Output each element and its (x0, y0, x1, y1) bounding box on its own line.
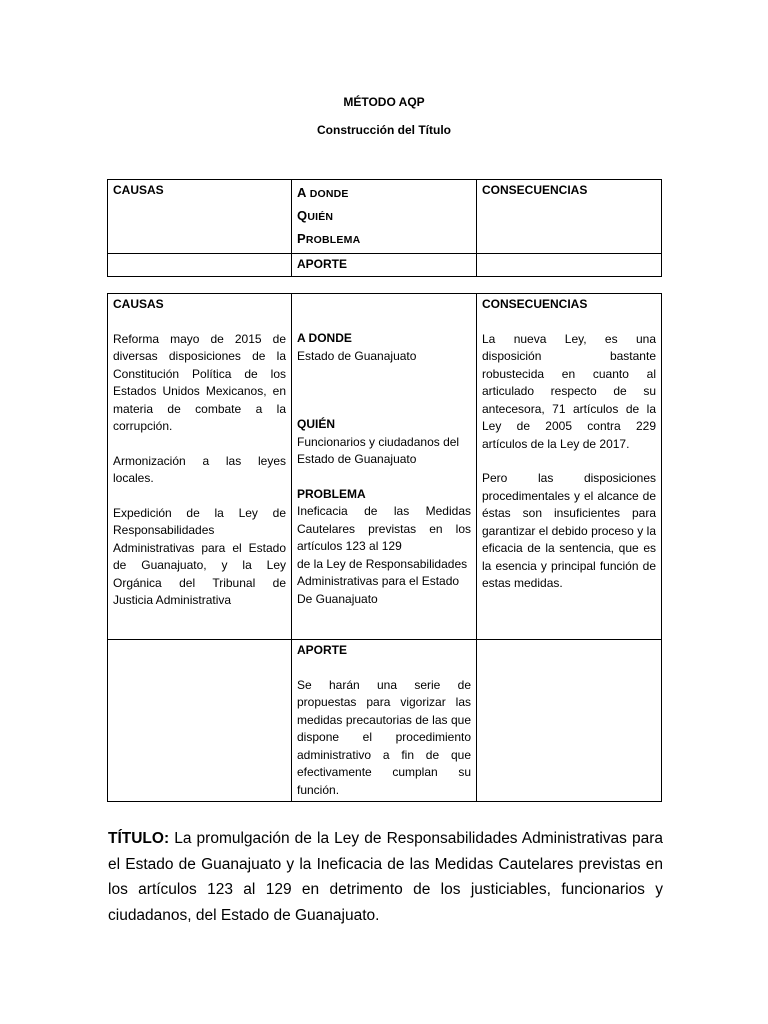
problema-label: PROBLEMA (297, 486, 366, 501)
consecuencias-paragraph-2: Pero las disposiciones procedimentales y el alcance de éstas son insuficientes para garantizar el debido proceso y la eficacia de la sentencia, que es la esencia y principal función de estas medidas. (482, 471, 656, 590)
a-donde-label: A DONDE (297, 331, 352, 345)
aporte-text: Se harán una serie de propuestas para vigorizar las medidas precautorias de las que dispone el procedimiento administrativo a fin de que efectivamente cumplan su función. (297, 677, 471, 797)
page-subtitle: Construcción del Título (317, 123, 451, 137)
consecuencias-header: CONSECUENCIAS (477, 180, 662, 254)
empty-cell (108, 254, 292, 277)
quien-header: QUIÉN (297, 208, 334, 223)
empty-cell (477, 254, 662, 277)
problema-text-2: de la Ley de Responsabilidades Administrativas para el Estado De Guanajuato (297, 556, 468, 606)
aqp-cell (292, 294, 477, 640)
problema-header: PROBLEMA (297, 231, 361, 246)
aporte-cell (292, 640, 477, 802)
causas-paragraph-2: Armonización a las leyes locales. (113, 453, 286, 485)
a-donde-header: A DONDE (297, 185, 349, 200)
titulo-paragraph (108, 826, 663, 928)
quien-text: Funcionarios y ciudadanos del Estado de Guanajuato (297, 434, 460, 466)
empty-cell (477, 640, 662, 802)
causas-title: CAUSAS (113, 297, 164, 311)
problema-text-1: Ineficacia de las Medidas Cautelares previstas en los artículos 123 al 129 (297, 504, 471, 553)
titulo-text: La promulgación de la Ley de Responsabilidades Administrativas para el Estado de Guanajuato y la Ineficacia de las Medidas Cautelares previstas en los artículos 123 al 129 en detrimento de los justiciables, funcionarios y ciudadanos, del Estado de Guanajuato. (108, 830, 663, 924)
aqp-headers (292, 180, 477, 254)
causas-paragraph-3: Expedición de la Ley de Responsabilidades Administrativas para el Estado de Guanajuato, y la Ley Orgánica del Tribunal de Justicia Administrativa (113, 505, 286, 607)
empty-cell (108, 640, 292, 802)
page-title: MÉTODO AQP (343, 95, 425, 109)
consecuencias-cell (477, 294, 662, 640)
consecuencias-title: CONSECUENCIAS (482, 297, 588, 311)
aqp-template-table (107, 179, 662, 277)
causas-cell (108, 294, 292, 640)
a-donde-text: Estado de Guanajuato (297, 348, 417, 363)
aporte-label: APORTE (297, 643, 348, 657)
aqp-filled-table (107, 293, 662, 802)
causas-header: CAUSAS (108, 180, 292, 254)
quien-label: QUIÉN (297, 417, 336, 431)
titulo-label: TÍTULO: (108, 830, 170, 847)
consecuencias-paragraph-1: La nueva Ley, es una disposición bastante robustecida en cuanto al articulado respecto de su antecesora, 71 artículos de la Ley de 2005 contra 229 artículos de la Ley de 2017. (482, 331, 656, 451)
aporte-header: APORTE (292, 254, 477, 277)
causas-paragraph-1: Reforma mayo de 2015 de diversas disposiciones de la Constitución Política de los Estados Unidos Mexicanos, en materia de combate a la corrupción. (113, 331, 286, 433)
